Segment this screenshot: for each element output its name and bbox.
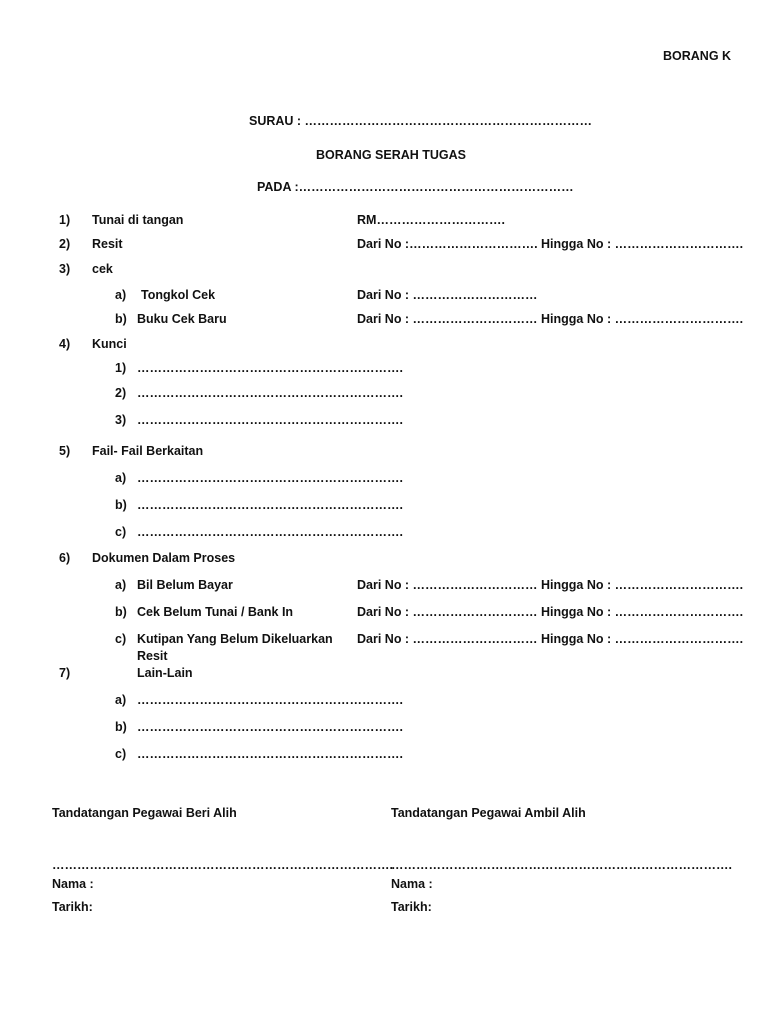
nama-label: Nama : xyxy=(52,877,94,891)
tarikh-label: Tarikh: xyxy=(52,900,93,914)
dari-no-field: Dari No :…………………………. xyxy=(357,237,538,251)
sub-letter: c) xyxy=(115,525,127,539)
dotted-field: ………………………………………………………. xyxy=(137,413,403,427)
hingga-no-field: Hingga No : …………………………. xyxy=(541,632,744,646)
sub-letter: c) xyxy=(115,632,127,646)
sub-letter: b) xyxy=(115,720,127,734)
item-number: 2) xyxy=(59,237,71,251)
sub-letter: b) xyxy=(115,312,127,326)
sub-label-continued: Resit xyxy=(137,649,168,663)
rm-field: RM…………………………. xyxy=(357,213,505,227)
sub-letter: a) xyxy=(115,578,127,592)
dari-no-field: Dari No : ………………………… xyxy=(357,605,538,619)
form-code: BORANG K xyxy=(663,49,732,63)
item-label: Tunai di tangan xyxy=(92,213,184,227)
sub-letter: a) xyxy=(115,288,127,302)
dari-no-field: Dari No : ………………………… xyxy=(357,632,538,646)
dari-no-field: Dari No : ………………………… xyxy=(357,578,538,592)
item-label: Dokumen Dalam Proses xyxy=(92,551,236,565)
dotted-field: ………………………………………………………. xyxy=(137,361,403,375)
sub-label: Cek Belum Tunai / Bank In xyxy=(137,605,294,619)
sub-letter: 1) xyxy=(115,361,127,375)
item-label: Kunci xyxy=(92,337,127,351)
sub-label: Buku Cek Baru xyxy=(137,312,227,326)
dotted-field: ………………………………………………………. xyxy=(137,386,403,400)
dari-no-field: Dari No : ………………………… xyxy=(357,288,538,302)
tarikh-label: Tarikh: xyxy=(391,900,432,914)
sub-letter: a) xyxy=(115,693,127,707)
sub-letter: b) xyxy=(115,605,127,619)
sub-letter: c) xyxy=(115,747,127,761)
dotted-field: ………………………………………………………. xyxy=(137,498,403,512)
sub-label: Kutipan Yang Belum Dikeluarkan xyxy=(137,632,333,646)
item-number: 7) xyxy=(59,666,71,680)
item-number: 4) xyxy=(59,337,71,351)
sub-letter: 2) xyxy=(115,386,127,400)
item-number: 1) xyxy=(59,213,71,227)
dotted-field: ………………………………………………………. xyxy=(137,525,403,539)
item-label: Resit xyxy=(92,237,123,251)
signature-line: ………………………………………………………………………. xyxy=(391,858,732,872)
form-title: BORANG SERAH TUGAS xyxy=(316,148,467,162)
hingga-no-field: Hingga No : …………………………. xyxy=(541,578,744,592)
item-label: cek xyxy=(92,262,113,276)
sub-letter: b) xyxy=(115,498,127,512)
dari-no-field: Dari No : ………………………… xyxy=(357,312,538,326)
item-number: 3) xyxy=(59,262,71,276)
nama-label: Nama : xyxy=(391,877,433,891)
dotted-field: ………………………………………………………. xyxy=(137,693,403,707)
surau-field: SURAU : …………………………………………………………… xyxy=(249,114,593,128)
signature-title: Tandatangan Pegawai Ambil Alih xyxy=(391,806,586,820)
sub-label: Bil Belum Bayar xyxy=(137,578,233,592)
dotted-field: ………………………………………………………. xyxy=(137,720,403,734)
dotted-field: ………………………………………………………. xyxy=(137,471,403,485)
item-label: Lain-Lain xyxy=(137,666,193,680)
dotted-field: ………………………………………………………. xyxy=(137,747,403,761)
sub-letter: 3) xyxy=(115,413,127,427)
sub-label: Tongkol Cek xyxy=(141,288,216,302)
item-number: 6) xyxy=(59,551,71,565)
item-number: 5) xyxy=(59,444,71,458)
hingga-no-field: Hingga No : …………………………. xyxy=(541,237,744,251)
pada-field: PADA :………………………………………………………… xyxy=(257,180,574,194)
signature-title: Tandatangan Pegawai Beri Alih xyxy=(52,806,237,820)
hingga-no-field: Hingga No : …………………………. xyxy=(541,605,744,619)
sub-letter: a) xyxy=(115,471,127,485)
item-label: Fail- Fail Berkaitan xyxy=(92,444,204,458)
signature-line: ………………………………………………………………………. xyxy=(52,858,393,872)
hingga-no-field: Hingga No : …………………………. xyxy=(541,312,744,326)
